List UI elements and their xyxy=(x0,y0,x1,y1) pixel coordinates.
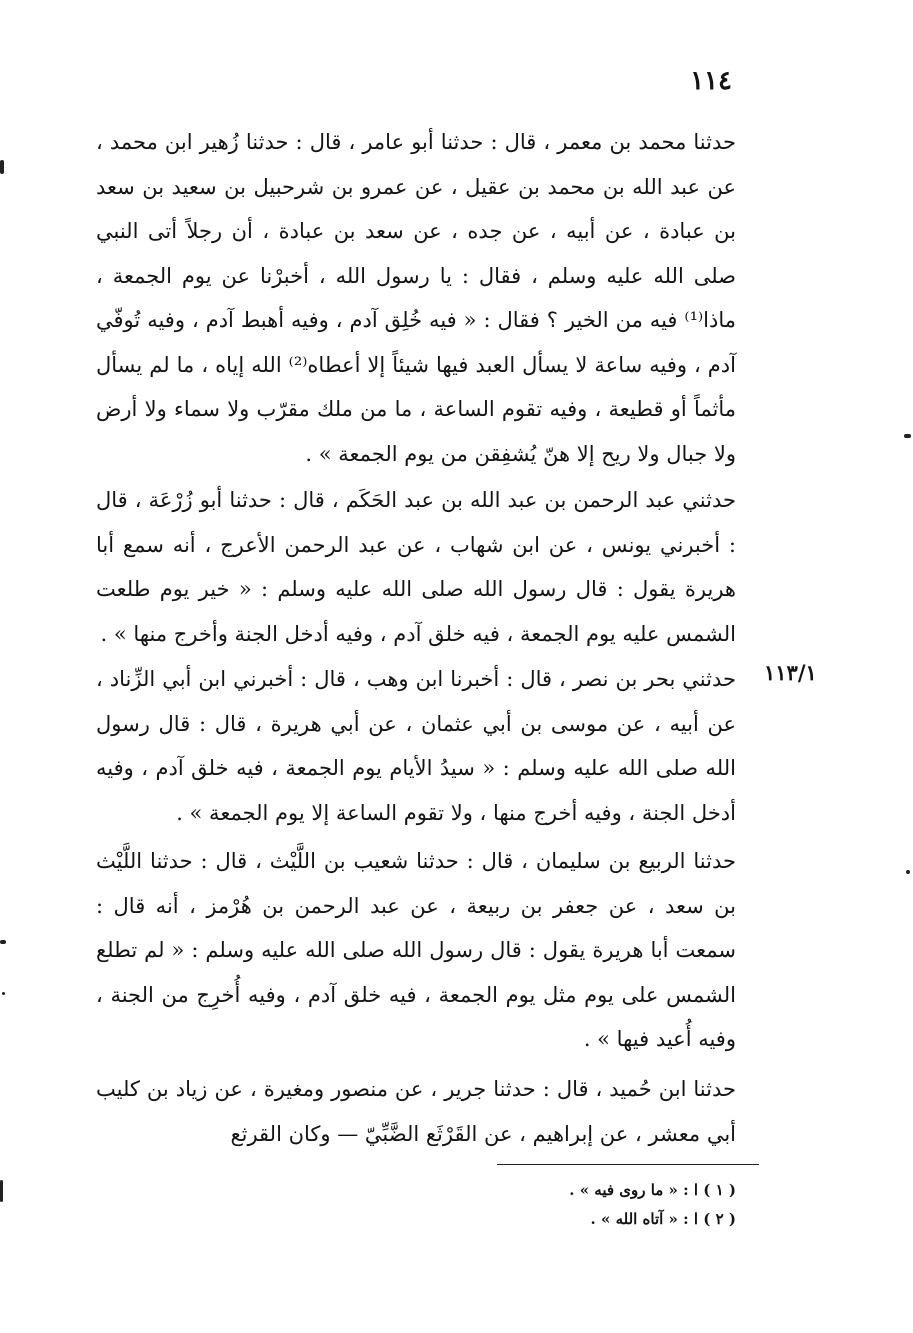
paragraph-text: حدثنا الربيع بن سليمان ، قال : حدثنا شعيب بن اللَّيْث ، قال : حدثنا اللَّيْث بن سعد ، عن جعفر بن ربيعة ، عن عبد الرحمن بن هُرْمز ، أنه قال : سمعت أبا هريرة يقول : قال رسول الله صلى الله عليه وسلم : « لم تطلع الشمس على يوم مثل يوم الجمعة ، فيه خلق آدم ، وفيه أُخرِج من الجنة ، وفيه أُعيد فيها » . xyxy=(96,849,736,1051)
scan-edge-mark xyxy=(0,160,4,174)
scan-edge-mark xyxy=(0,940,6,944)
body-paragraph-4 xyxy=(96,839,736,1062)
body-paragraph-2 xyxy=(96,478,736,656)
footnote-2: ( ٢ ) ا : « آتاه الله » . xyxy=(590,1210,736,1228)
body-paragraph-5 xyxy=(96,1067,736,1156)
scan-edge-mark xyxy=(906,870,910,874)
scan-edge-mark xyxy=(2,992,5,995)
paragraph-text: حدثنا محمد بن معمر ، قال : حدثنا أبو عامر ، قال : حدثنا زُهير ابن محمد ، عن عبد الله بن محمد بن عقيل ، عن عمرو بن شرحبيل بن سعيد بن سعد بن عبادة ، عن أبيه ، عن جده ، عن سعد بن عبادة ، أن رجلاً أتى النبي صلى الله عليه وسلم ، فقال : يا رسول الله ، أخبرْنا عن يوم الجمعة ، ماذا⁽¹⁾ فيه من الخير ؟ فقال : « فيه خُلِق آدم ، وفيه أهبط آدم ، وفيه تُوفّي آدم ، وفيه ساعة لا يسأل العبد فيها شيئاً إلا أعطاه⁽²⁾ الله إياه ، ما لم يسأل مأثماً أو قطيعة ، وفيه تقوم الساعة ، ما من ملك مقرّب ولا سماء ولا أرض ولا جبال ولا ريح إلا هنّ يُشفِقن من يوم الجمعة » . xyxy=(96,130,736,466)
page-number: ١١٤ xyxy=(690,66,732,96)
body-paragraph-3 xyxy=(96,657,736,835)
paragraph-text: حدثني عبد الرحمن بن عبد الله بن عبد الحَكَم ، قال : حدثنا أبو زُرْعَة ، قال : أخبرني يونس ، عن ابن شهاب ، عن عبد الرحمن الأعرج ، أنه سمع أبا هريرة يقول : قال رسول الله صلى الله عليه وسلم : « خير يوم طلعت الشمس عليه يوم الجمعة ، فيه خلق آدم ، وفيه أدخل الجنة وأخرج منها » . xyxy=(96,488,736,646)
paragraph-text: حدثني بحر بن نصر ، قال : أخبرنا ابن وهب ، قال : أخبرني ابن أبي الزِّناد ، عن أبيه ، عن موسى بن أبي عثمان ، عن أبي هريرة ، قال : قال رسول الله صلى الله عليه وسلم : « سيدُ الأيام يوم الجمعة ، فيه خلق آدم ، وفيه أدخل الجنة ، وفيه أخرج منها ، ولا تقوم الساعة إلا يوم الجمعة » . xyxy=(96,667,736,825)
footnotes xyxy=(400,1176,736,1234)
footnote-1: ( ١ ) ا : « ما روى فيه » . xyxy=(569,1181,736,1199)
scan-edge-mark xyxy=(0,1180,3,1202)
paragraph-text: حدثنا ابن حُميد ، قال : حدثنا جرير ، عن منصور ومغيرة ، عن زياد بن كليب أبي معشر ، عن إبراهيم ، عن القَرْثَع الضَّبِّيّ — وكان القرثع xyxy=(96,1077,736,1146)
scan-edge-mark xyxy=(904,434,911,438)
margin-reference: ١١٣/١ xyxy=(764,660,817,685)
footnote-divider xyxy=(497,1164,759,1165)
body-paragraph-1 xyxy=(96,120,736,476)
